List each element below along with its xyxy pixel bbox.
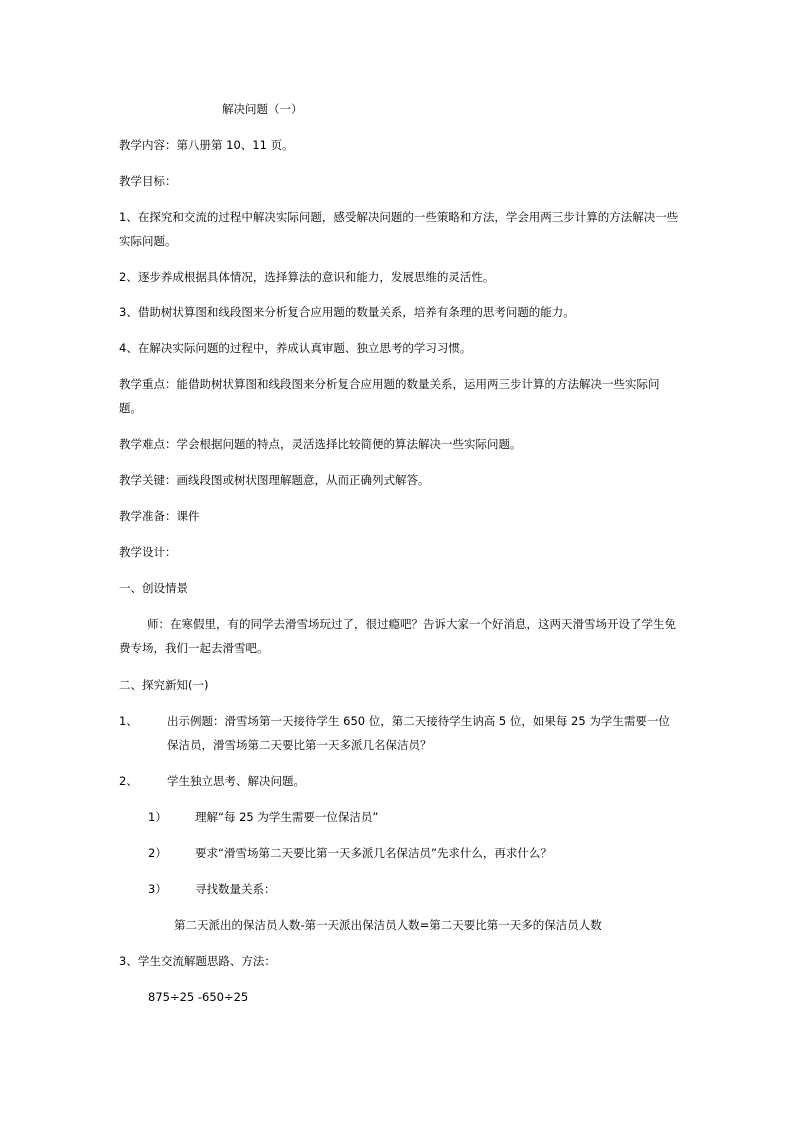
key-point: 教学重点：能借助树状算图和线段图来分析复合应用题的数量关系，运用两三步计算的方法解决一些实际问题。 xyxy=(119,377,660,415)
objective-item: 3、借助树状算图和线段图来分析复合应用题的数量关系，培养有条理的思考问题的能力。 xyxy=(119,305,575,319)
step1-text: 出示例题：滑雪场第一天接待学生 650 位，第二天接待学生讷高 5 位，如果每 25 为学生需要一位保洁员，滑雪场第二天要比第一天多派几名保洁员？ xyxy=(167,714,670,752)
section1-heading: 一、创设情景 xyxy=(119,581,188,595)
objective-item: 2、逐步养成根据具体情况，选择算法的意识和能力，发展思维的灵活性。 xyxy=(119,270,495,284)
section1-text: 师：在寒假里，有的同学去滑雪场玩过了，很过瘾吧？告诉大家一个好消息，这两天滑雪场开设了学生免费专场，我们一起去滑雪吧。 xyxy=(119,617,676,655)
sub3-text: 寻找数量关系： xyxy=(195,882,276,896)
formula: 875÷25 -650÷25 xyxy=(148,990,249,1004)
objective-item: 1、在探究和交流的过程中解决实际问题，感受解决问题的一些策略和方法，学会用两三步计算的方法解决一些实际问题。 xyxy=(119,210,679,248)
step1-number: 1、 xyxy=(119,714,138,728)
design-heading: 教学设计： xyxy=(119,545,177,559)
step2-text: 学生独立思考、解决问题。 xyxy=(167,774,305,788)
sub1-number: 1） xyxy=(148,810,167,824)
section2-heading: 二、探究新知(一) xyxy=(119,678,209,692)
teaching-preparation: 教学准备：课件 xyxy=(119,509,200,523)
sub2-number: 2） xyxy=(148,846,167,860)
difficulty: 教学难点：学会根据问题的特点，灵活选择比较简便的算法解决一些实际问题。 xyxy=(119,437,522,451)
page-title: 解决问题（一） xyxy=(222,102,303,116)
teaching-key: 教学关键：画线段图或树状图理解题意，从而正确列式解答。 xyxy=(119,473,430,487)
sub2-text: 要求“滑雪场第二天要比第一天多派几名保洁员”先求什么，再求什么？ xyxy=(195,846,552,860)
objective-item: 4、在解决实际问题的过程中，养成认真审题、独立思考的学习习惯。 xyxy=(119,341,472,355)
step2-number: 2、 xyxy=(119,774,138,788)
teaching-content: 教学内容：第八册第 10、11 页。 xyxy=(119,138,294,152)
step3-text: 3、学生交流解题思路、方法： xyxy=(119,954,276,968)
sub1-text: 理解“每 25 为学生需要一位保洁员” xyxy=(195,810,379,824)
quantity-relation: 第二天派出的保洁员人数-第一天派出保洁员人数=第二天要比第一天多的保洁员人数 xyxy=(174,918,602,932)
objectives-heading: 教学目标： xyxy=(119,174,177,188)
sub3-number: 3） xyxy=(148,882,167,896)
